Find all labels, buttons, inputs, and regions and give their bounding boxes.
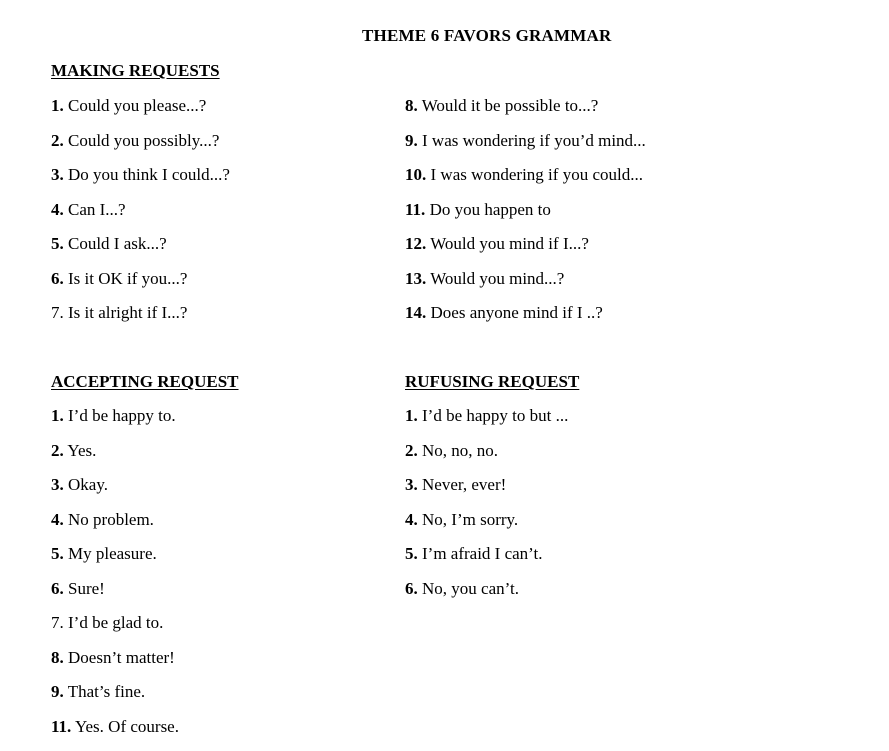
- item-text: No, I’m sorry.: [422, 510, 518, 529]
- list-item: [405, 510, 568, 545]
- item-text: Does anyone mind if I ..?: [431, 303, 603, 322]
- item-number: 4.: [51, 200, 64, 219]
- item-text: Never, ever!: [422, 475, 506, 494]
- item-number: 5.: [51, 234, 64, 253]
- item-text: Yes.: [67, 441, 96, 460]
- item-text: Would it be possible to...?: [422, 96, 599, 115]
- item-number: 6.: [51, 269, 64, 288]
- item-text: Could you possibly...?: [68, 131, 219, 150]
- item-number: 3.: [51, 165, 64, 184]
- item-text: No, you can’t.: [422, 579, 519, 598]
- item-number: 6.: [51, 579, 64, 598]
- item-text: I was wondering if you’d mind...: [422, 131, 646, 150]
- accepting-request-heading: ACCEPTING REQUEST: [51, 372, 239, 392]
- list-item: [405, 96, 646, 131]
- item-number: 9.: [405, 131, 418, 150]
- item-number: 4.: [405, 510, 418, 529]
- list-item: [51, 441, 179, 476]
- item-text: No, no, no.: [422, 441, 498, 460]
- list-item: [405, 441, 568, 476]
- list-item: [405, 234, 646, 269]
- item-text: Is it alright if I...?: [68, 303, 187, 322]
- item-number: 11.: [405, 200, 425, 219]
- refusing-request-list: [405, 406, 568, 613]
- item-number: 14.: [405, 303, 426, 322]
- item-number: 7.: [51, 303, 64, 322]
- item-text: Would you mind if I...?: [430, 234, 589, 253]
- list-item: [51, 131, 230, 166]
- list-item: [51, 234, 230, 269]
- item-number: 12.: [405, 234, 426, 253]
- item-number: 2.: [51, 441, 64, 460]
- item-text: I’d be happy to but ...: [422, 406, 568, 425]
- item-number: 1.: [405, 406, 418, 425]
- list-item: [51, 475, 179, 510]
- list-item: [405, 165, 646, 200]
- list-item: [51, 717, 179, 751]
- list-item: [51, 682, 179, 717]
- list-item: [405, 475, 568, 510]
- list-item: [405, 303, 646, 338]
- item-number: 5.: [51, 544, 64, 563]
- list-item: [51, 303, 230, 338]
- list-item: [51, 200, 230, 235]
- list-item: [405, 406, 568, 441]
- item-number: 7.: [51, 613, 64, 632]
- list-item: [51, 269, 230, 304]
- item-text: Could you please...?: [68, 96, 206, 115]
- accepting-request-list: [51, 406, 179, 751]
- item-text: That’s fine.: [68, 682, 145, 701]
- item-text: Sure!: [68, 579, 105, 598]
- page-title: THEME 6 FAVORS GRAMMAR: [362, 26, 611, 46]
- making-requests-list-left: [51, 96, 230, 338]
- item-text: Is it OK if you...?: [68, 269, 187, 288]
- item-number: 3.: [51, 475, 64, 494]
- item-text: Okay.: [68, 475, 108, 494]
- item-text: Would you mind...?: [430, 269, 564, 288]
- item-number: 3.: [405, 475, 418, 494]
- item-number: 11.: [51, 717, 71, 736]
- item-number: 2.: [51, 131, 64, 150]
- list-item: [405, 544, 568, 579]
- item-number: 10.: [405, 165, 426, 184]
- item-text: I was wondering if you could...: [431, 165, 643, 184]
- item-number: 1.: [51, 96, 64, 115]
- list-item: [51, 579, 179, 614]
- refusing-request-heading: RUFUSING REQUEST: [405, 372, 579, 392]
- item-text: Can I...?: [68, 200, 126, 219]
- item-number: 2.: [405, 441, 418, 460]
- list-item: [405, 200, 646, 235]
- item-text: I’d be glad to.: [68, 613, 163, 632]
- item-number: 5.: [405, 544, 418, 563]
- item-number: 9.: [51, 682, 64, 701]
- item-number: 8.: [405, 96, 418, 115]
- list-item: [51, 96, 230, 131]
- item-text: I’m afraid I can’t.: [422, 544, 543, 563]
- list-item: [51, 544, 179, 579]
- item-text: I’d be happy to.: [68, 406, 176, 425]
- item-text: Could I ask...?: [68, 234, 167, 253]
- item-text: Do you think I could...?: [68, 165, 230, 184]
- item-number: 13.: [405, 269, 426, 288]
- item-text: Doesn’t matter!: [68, 648, 175, 667]
- list-item: [51, 510, 179, 545]
- list-item: [405, 579, 568, 614]
- list-item: [51, 165, 230, 200]
- item-number: 6.: [405, 579, 418, 598]
- item-text: Do you happen to: [430, 200, 551, 219]
- list-item: [51, 613, 179, 648]
- item-text: My pleasure.: [68, 544, 157, 563]
- making-requests-heading: MAKING REQUESTS: [51, 61, 220, 81]
- list-item: [51, 648, 179, 683]
- list-item: [405, 269, 646, 304]
- item-number: 8.: [51, 648, 64, 667]
- item-text: No problem.: [68, 510, 154, 529]
- list-item: [51, 406, 179, 441]
- making-requests-list-right: [405, 96, 646, 338]
- list-item: [405, 131, 646, 166]
- item-text: Yes. Of course.: [75, 717, 179, 736]
- item-number: 4.: [51, 510, 64, 529]
- item-number: 1.: [51, 406, 64, 425]
